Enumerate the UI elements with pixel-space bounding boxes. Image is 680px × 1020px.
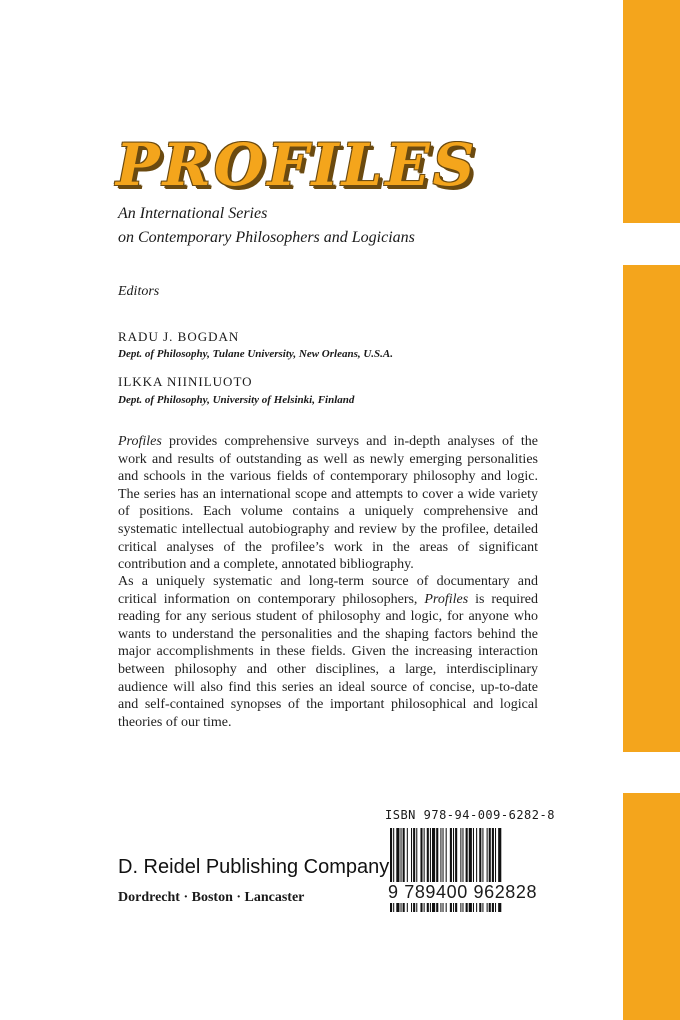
publisher-name: D. Reidel Publishing Company: [118, 856, 390, 878]
editors-label: Editors: [118, 284, 160, 299]
editor-name: RADU J. BOGDAN: [118, 329, 240, 344]
accent-stripe-top: [623, 0, 680, 223]
series-name-italic: Profiles: [118, 434, 162, 449]
paragraph-text: As a uniquely systematic and long-term source of documentary and critical information on contemporary philosophers,: [118, 574, 538, 607]
description-paragraph-2: [118, 573, 538, 731]
paragraph-text: provides comprehensive surveys and in-depth analyses of the work and results of outstanding as well as newly emerging personalities and schools in the various fields of contemporary philosophy and logic. The series has an international scope and attempts to cover a wide variety of positions. Each volume contains a uniquely comprehensive and systematic intellectual autobiography and review by the profilee, detailed critical analyses of the profilee’s work in the areas of significant contribution and a complete, annotated bibliography.: [118, 434, 538, 573]
series-name-italic: Profiles: [424, 591, 469, 607]
editor-affiliation: Dept. of Philosophy, Tulane University, New Orleans, U.S.A.: [118, 348, 394, 360]
accent-stripe-bottom: [623, 793, 680, 1020]
publisher-locations: Dordrecht · Boston · Lancaster: [118, 890, 305, 905]
editor-affiliation: Dept. of Philosophy, University of Helsinki, Finland: [118, 394, 355, 406]
description-paragraph-1: [118, 433, 538, 574]
editor-name: ILKKA NIINILUOTO: [118, 374, 253, 389]
paragraph-text: is required reading for any serious student of philosophy and logic, for anyone who wants to understand the personalities and the shaping factors behind the major accomplishments in these fields. Given the increasing interaction between philosophy and other disciplines, a large, interdisciplinary audience will also find this series an ideal source of concise, up-to-date and self-contained synopses of the important philosophical and logical theories of our time.: [118, 591, 538, 730]
series-subtitle-line1: An International Series: [118, 205, 268, 222]
barcode-digits: 9 789400 962828: [388, 882, 538, 902]
accent-stripe-middle: [623, 265, 680, 752]
isbn-label: ISBN 978-94-009-6282-8: [385, 808, 555, 822]
series-title: PROFILES: [116, 131, 478, 199]
series-subtitle-line2: on Contemporary Philosophers and Logicians: [118, 229, 415, 246]
